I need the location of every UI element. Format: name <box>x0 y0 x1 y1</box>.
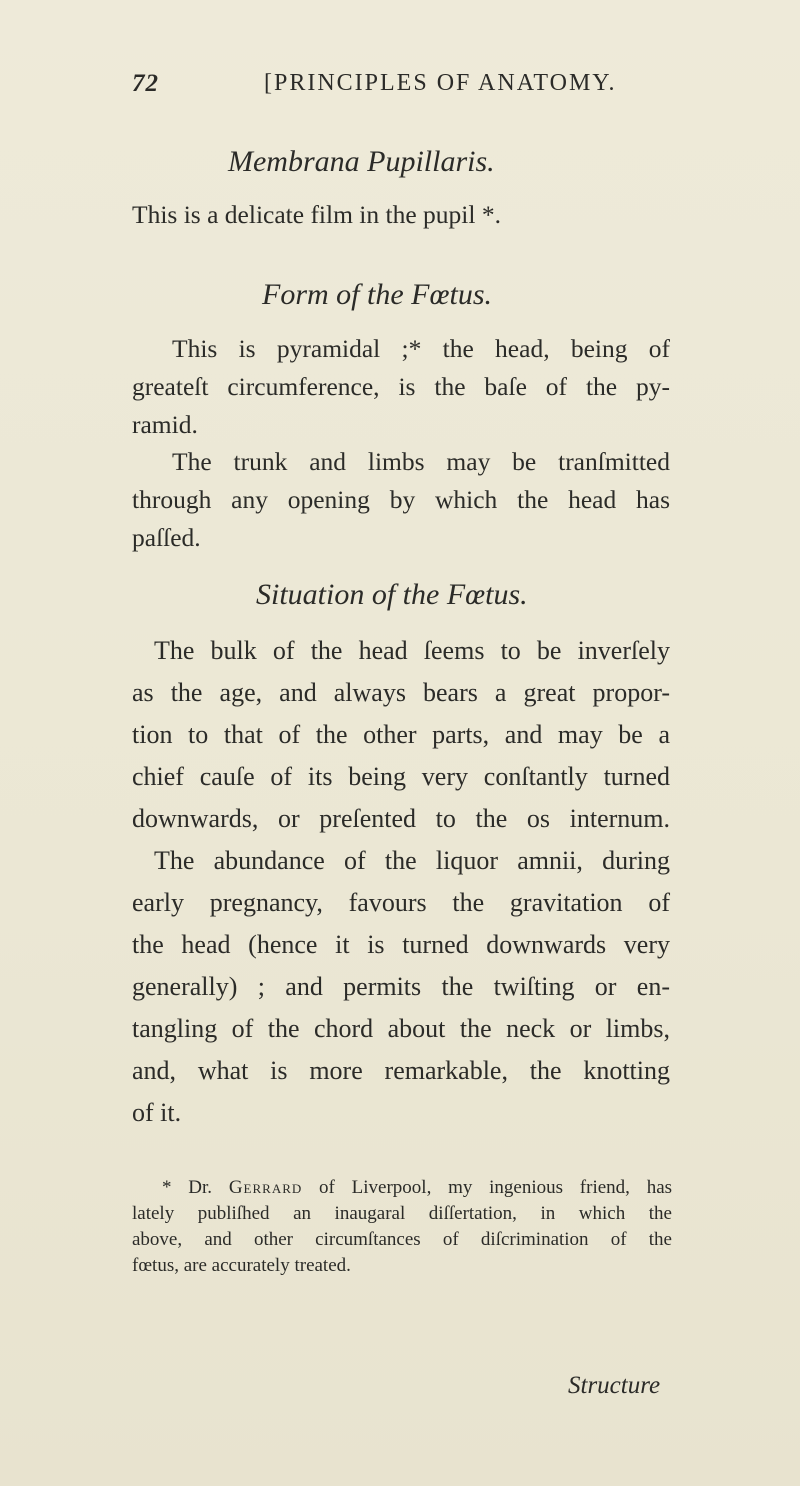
footnote-line: lately publiſhed an inaugaral diſſertation, in which the <box>132 1203 672 1224</box>
text-line: chief cauſe of its being very conſtantly turned <box>132 762 670 791</box>
heading-form-of-foetus: Form of the Fœtus. <box>262 278 492 311</box>
text-line: through any opening by which the head has <box>132 485 670 514</box>
footnote-marker: * Dr. <box>162 1177 213 1198</box>
text-line: tion to that of the other parts, and may be a <box>132 720 670 749</box>
text-line: downwards, or preſented to the os internum. <box>132 804 670 833</box>
text-line: greateſt circumference, is the baſe of the py- <box>132 372 670 401</box>
footnote-line-rest: of Liverpool, my ingenious friend, has <box>319 1177 673 1198</box>
footnote <box>132 1175 672 1279</box>
text-line: The trunk and limbs may be tranſmitted <box>172 447 670 476</box>
text-line: and, what is more remarkable, the knotting <box>132 1056 670 1085</box>
text-line: as the age, and always bears a great propor- <box>132 678 670 707</box>
page-header <box>132 70 672 110</box>
page-number: 72 <box>132 70 159 97</box>
text-line: of it. <box>132 1098 182 1127</box>
text-line: This is a delicate film in the pupil *. <box>132 200 501 229</box>
running-head: [PRINCIPLES OF ANATOMY. <box>264 70 617 96</box>
text-line: The bulk of the head ſeems to be inverſely <box>154 636 670 665</box>
text-line: paſſed. <box>132 523 201 552</box>
text-line: the head (hence it is turned downwards very <box>132 930 670 959</box>
heading-membrana-pupillaris: Membrana Pupillaris. <box>228 145 495 178</box>
text-line: generally) ; and permits the twiſting or en- <box>132 972 670 1001</box>
text-line: early pregnancy, favours the gravitation of <box>132 888 670 917</box>
footnote-line: above, and other circumſtances of diſcrimination of the <box>132 1229 672 1250</box>
text-line: The abundance of the liquor amnii, during <box>154 846 670 875</box>
heading-situation-of-foetus: Situation of the Fœtus. <box>256 578 528 611</box>
text-line: ramid. <box>132 410 198 439</box>
paragraph-situation <box>132 630 670 1134</box>
paragraph-form-2 <box>132 443 670 557</box>
footnote-name: Gerrard <box>228 1177 303 1198</box>
text-line: This is pyramidal ;* the head, being of <box>172 334 670 363</box>
text-line: tangling of the chord about the neck or limbs, <box>132 1014 670 1043</box>
footnote-line <box>132 1175 672 1201</box>
paragraph-form-1 <box>132 330 670 444</box>
catchword: Structure <box>568 1372 661 1399</box>
footnote-line: fœtus, are accurately treated. <box>132 1255 351 1276</box>
paragraph-membrana <box>132 196 670 234</box>
